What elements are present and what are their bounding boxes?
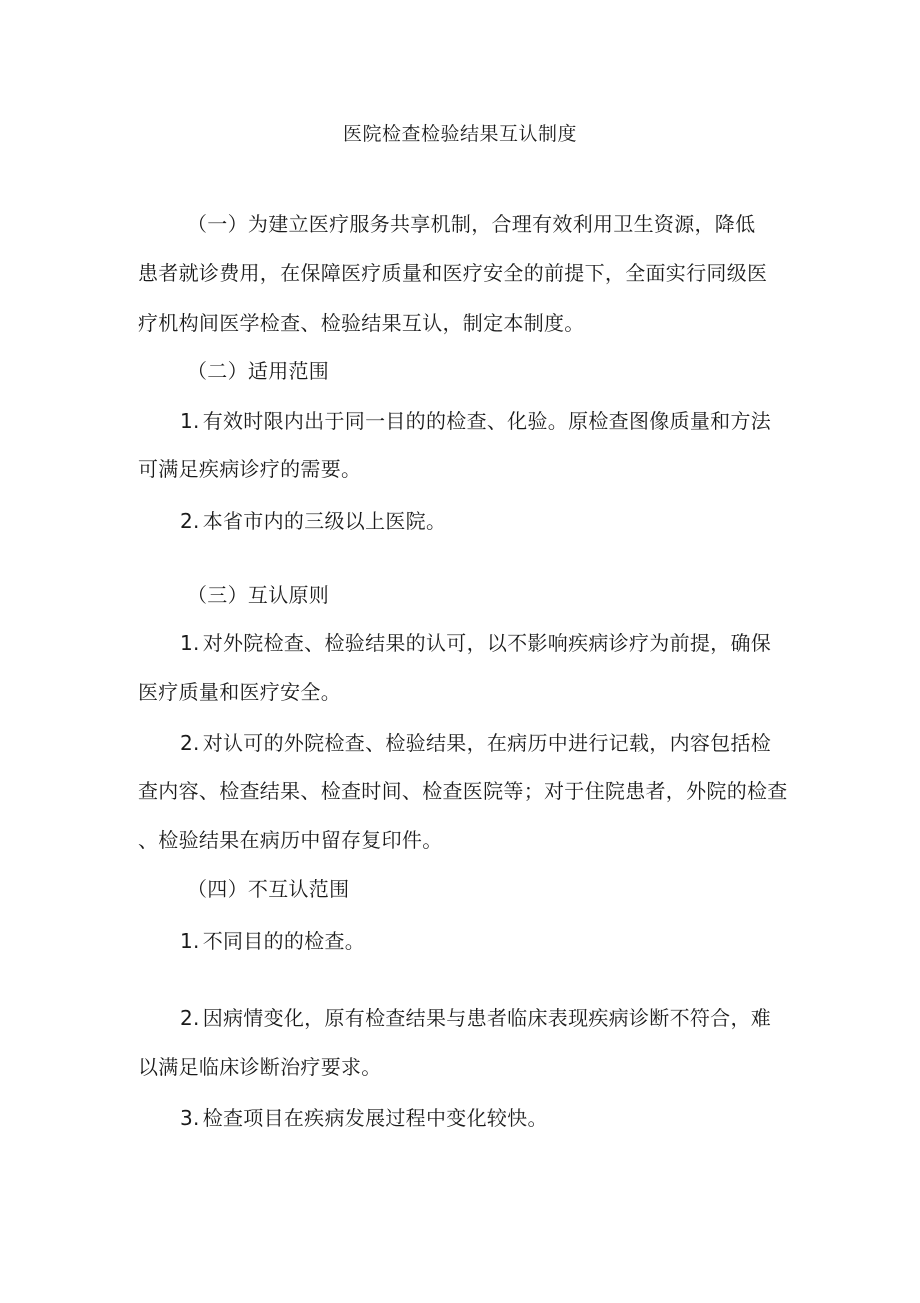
item-number: 2. [180, 509, 200, 533]
item-text: 因病情变化，原有检查结果与患者临床表现疾病诊断不符合，难 [202, 1006, 772, 1030]
section4-item1-line1 [180, 927, 365, 955]
section3-item1-line2: 医疗质量和医疗安全。 [138, 680, 341, 704]
section2-heading: （二）适用范围 [187, 359, 330, 383]
item-number: 2. [180, 731, 200, 755]
section3-item1-line1 [180, 629, 771, 657]
item-text: 对外院检查、检验结果的认可，以不影响疾病诊疗为前提，确保 [202, 631, 772, 655]
section4-heading: （四）不互认范围 [187, 877, 350, 901]
section1-line2: 患者就诊费用，在保障医疗质量和医疗安全的前提下，全面实行同级医 [138, 261, 768, 285]
section2-item1-line1 [180, 407, 771, 435]
item-number: 1. [180, 409, 200, 433]
item-number: 2. [180, 1006, 200, 1030]
section4-item3-line1 [180, 1104, 548, 1132]
item-number: 1. [180, 929, 200, 953]
item-number: 3. [180, 1106, 200, 1130]
item-text: 检查项目在疾病发展过程中变化较快。 [202, 1106, 548, 1130]
section3-heading: （三）互认原则 [187, 583, 330, 607]
section1-line1: （一）为建立医疗服务共享机制，合理有效利用卫生资源，降低 [187, 212, 756, 236]
section4-item2-line2: 以满足临床诊断治疗要求。 [138, 1055, 382, 1079]
section3-item2-line1 [180, 729, 771, 757]
section4-item2-line1 [180, 1004, 771, 1032]
section1-line3: 疗机构间医学检查、检验结果互认，制定本制度。 [138, 311, 585, 335]
section3-item2-line3: 、检验结果在病历中留存复印件。 [138, 828, 443, 852]
item-text: 有效时限内出于同一目的的检查、化验。原检查图像质量和方法 [202, 409, 772, 433]
item-text: 不同目的的检查。 [202, 929, 366, 953]
section3-item2-line2: 查内容、检查结果、检查时间、检查医院等；对于住院患者，外院的检查 [138, 779, 788, 803]
item-text: 本省市内的三级以上医院。 [202, 509, 447, 533]
document-title: 医院检查检验结果互认制度 [342, 123, 577, 145]
item-number: 1. [180, 631, 200, 655]
section2-item2-line1 [180, 507, 446, 535]
section2-item1-line2: 可满足疾病诊疗的需要。 [138, 457, 362, 481]
item-text: 对认可的外院检查、检验结果，在病历中进行记载，内容包括检 [202, 731, 772, 755]
